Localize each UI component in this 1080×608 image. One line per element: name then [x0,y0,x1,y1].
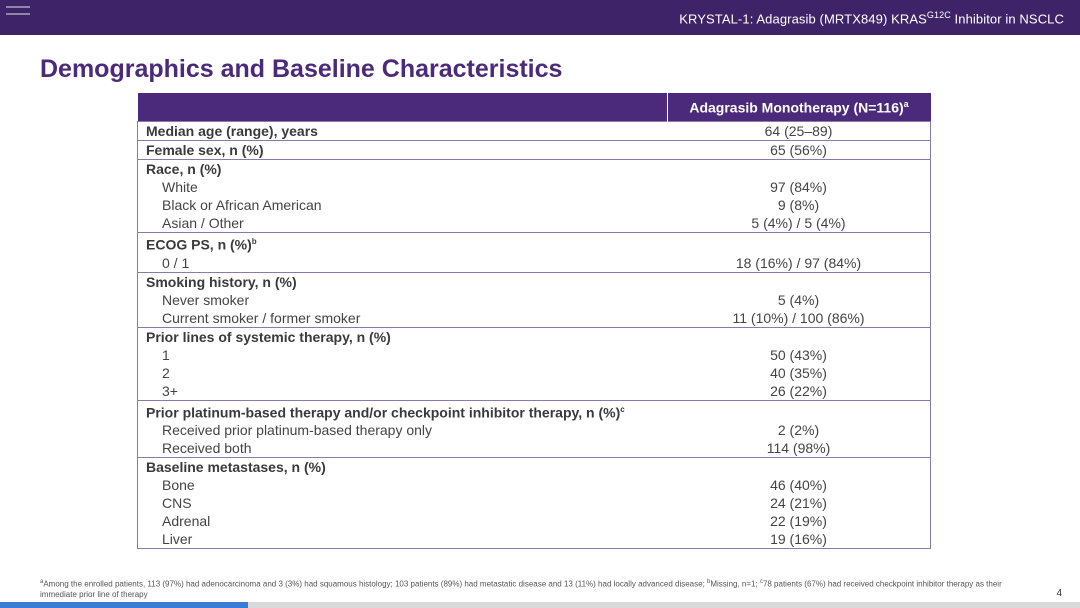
table-body [138,122,931,549]
slide-progress-bar[interactable] [0,602,1080,608]
page-title: Demographics and Baseline Characteristics [40,55,563,83]
subrow-value: 5 (4%) / 5 (4%) [751,215,846,231]
subrow-label: Received prior platinum-based therapy only [162,422,433,439]
subrow-value: 46 (40%) [770,477,827,494]
table-subrow [138,512,931,530]
row-value [667,458,931,477]
subrow-value: 26 (22%) [770,382,827,399]
table-row [138,327,931,346]
subrow-label: Liver [162,531,193,548]
subrow-label: Asian / Other [162,215,244,231]
presentation-title: KRYSTAL-1: Adagrasib (MRTX849) $KRAS^{G12C}$ Inhibitor in NSCLC [679,10,1064,27]
subrow-value: 114 (98%) [766,440,831,457]
table-subrow [138,364,931,382]
subrow-label: White [162,179,198,195]
table-subrow [138,309,931,328]
row-value [667,327,931,346]
subrow-label: Black or African American [162,197,322,213]
demographics-table [137,93,931,549]
table-row [138,141,931,160]
subrow-value: 9 (8%) [777,197,820,213]
row-label [138,141,668,160]
subrow-value: 2 (2%) [777,422,820,439]
row-label [138,233,668,254]
row-value [667,233,931,254]
subrow-label: Never smoker [162,291,250,308]
subrow-label: 2 [162,364,170,381]
table-row [138,122,931,141]
footnote-marker: b [251,237,257,246]
subrow-value: 22 (19%) [770,513,827,530]
subrow-label: Bone [162,477,195,494]
subrow-label: 1 [162,346,170,363]
row-label [138,327,668,346]
row-label [138,458,668,477]
row-value: 64 (25–89) [764,123,833,139]
row-label-text: Smoking history, n (%) [146,273,297,290]
row-label-text: Median age (range), years [146,123,318,139]
row-label-text: Race, n (%) [146,161,222,177]
subrow-label: 0 / 1 [162,254,190,271]
table-row [138,400,931,421]
row-label-text: Female sex, n (%) [146,142,264,158]
subrow-label: 3+ [162,382,178,399]
footnote: $^a$Among the enrolled patients, 113 (97%) had adenocarcinoma and 3 (3%) had squamous histology; 103 patients (89%) had metastatic disease and 13 (11%) had locally advanced disease; $^b$Missing, n=1; $^c$78 patients (67%) had received checkpoint inhibitor therapy as their immediate prior line of therapy [40,579,1002,599]
top-bar [0,0,1080,35]
column-header: Adagrasib Monotherapy (N=116)$^a$ [667,93,931,122]
table-subrow [138,382,931,401]
footnote-marker: c [620,404,625,414]
table-header-empty [138,93,668,122]
table-row [138,160,931,179]
subrow-value: 18 (16%) / 97 (84%) [735,254,862,271]
row-label-text: Prior platinum-based therapy and/or checkpoint inhibitor therapy, n (%) [146,404,621,421]
row-value [667,160,931,179]
row-label [138,160,668,179]
subrow-value: 19 (16%) [770,531,827,548]
table-subrow [138,254,931,273]
page-number: 4 [1056,588,1062,599]
row-label [138,122,668,141]
subrow-value: 50 (43%) [770,346,827,363]
table-subrow [138,439,931,458]
row-label-text: Prior lines of systemic therapy, n (%) [146,328,391,345]
table-row [138,233,931,254]
table-subrow [138,421,931,439]
table-subrow [138,178,931,196]
subrow-value: 11 (10%) / 100 (86%) [732,309,865,326]
table-subrow [138,346,931,364]
subrow-label: Adrenal [162,513,211,530]
row-label-text: Baseline metastases, n (%) [146,459,326,476]
subrow-value: 24 (21%) [770,495,827,512]
subrow-label: CNS [162,495,192,512]
table-subrow [138,291,931,309]
row-value: 65 (56%) [770,142,827,158]
subrow-value: 40 (35%) [770,364,827,381]
subrow-value: 5 (4%) [777,291,820,308]
slide-progress-fill [0,602,248,608]
table-row [138,458,931,477]
row-value [667,272,931,291]
table-subrow [138,494,931,512]
menu-icon[interactable] [6,6,30,20]
table-subrow [138,196,931,214]
table-subrow [138,214,931,233]
row-label [138,272,668,291]
row-label-text: ECOG PS, n (%) [146,236,252,253]
row-value [667,400,931,421]
subrow-value: 97 (84%) [770,179,827,195]
subrow-label: Received both [162,440,252,457]
subrow-label: Current smoker / former smoker [162,309,361,326]
table-row [138,272,931,291]
table-subrow [138,476,931,494]
table-subrow [138,530,931,549]
row-label [138,400,668,421]
table-header-row [138,93,931,122]
